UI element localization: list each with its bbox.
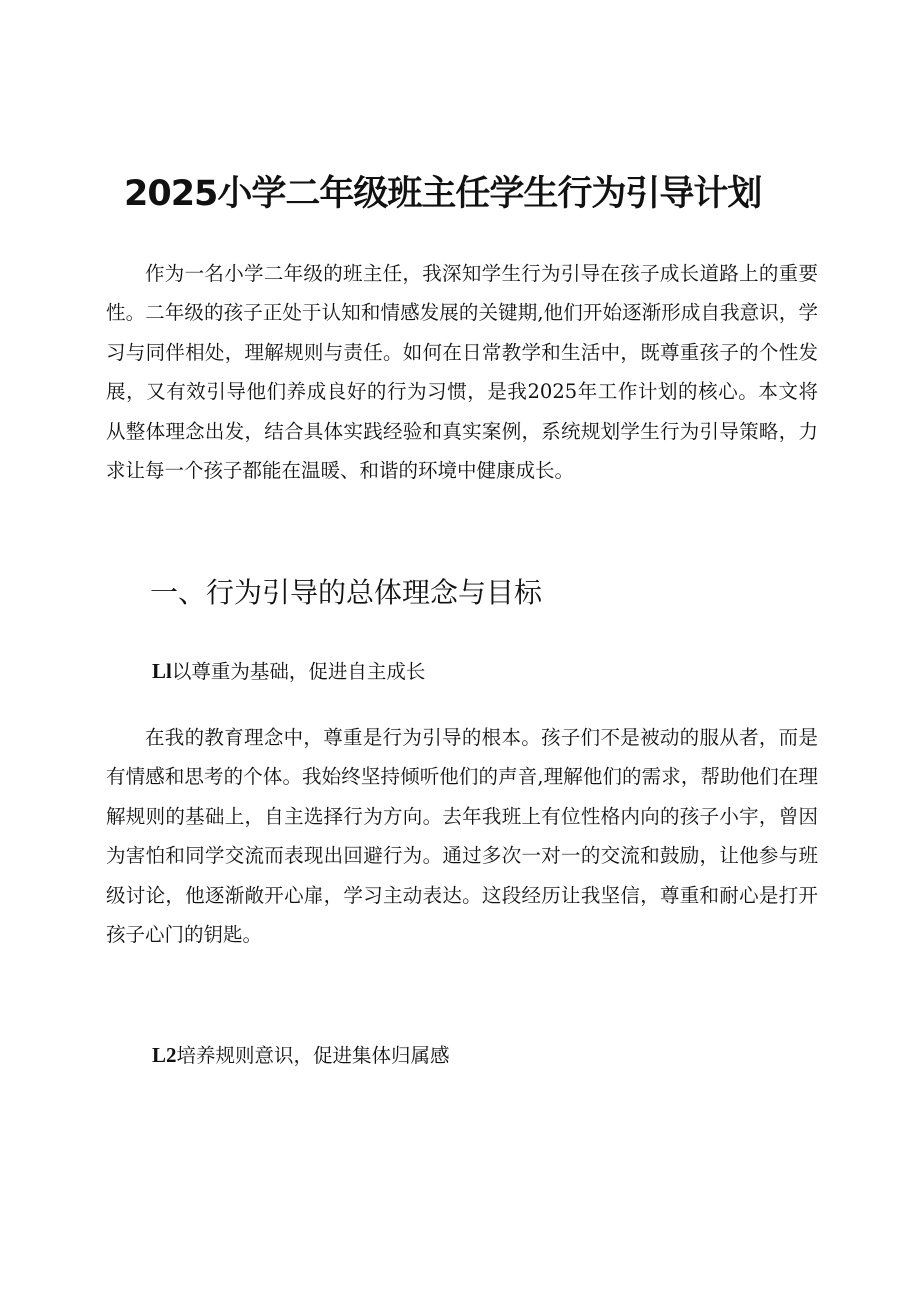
subsection-1-2-number: L2 xyxy=(152,1043,177,1067)
intro-paragraph: 作为一名小学二年级的班主任，我深知学生行为引导在孩子成长道路上的重要性。二年级的孩子正处于认知和情感发展的关键期,他们开始逐渐形成自我意识，学习与同伴相处，理解规则与责任。如何在日常教学和生活中，既尊重孩子的个性发展，又有效引导他们养成良好的行为习惯，是我2025年工作计划的核心。本文将从整体理念出发，结合具体实践经验和真实案例，系统规划学生行为引导策略，力求让每一个孩子都能在温暖、和谐的环境中健康成长。 xyxy=(106,262,818,483)
document-title: 2025小学二年级班主任学生行为引导计划 xyxy=(124,174,762,214)
subsection-1-2-heading xyxy=(152,1040,450,1071)
section-1-heading: 一、行为引导的总体理念与目标 xyxy=(150,576,543,609)
subsection-1-1-number: Ll xyxy=(152,659,172,683)
subsection-1-1-title: 以尊重为基础，促进自主成长 xyxy=(171,660,426,683)
subsection-1-1-paragraph: 在我的教育理念中，尊重是行为引导的根本。孩子们不是被动的服从者，而是有情感和思考的个体。我始终坚持倾听他们的声音,理解他们的需求，帮助他们在理解规则的基础上，自主选择行为方向。去年我班上有位性格内向的孩子小宇，曾因为害怕和同学交流而表现出回避行为。通过多次一对一的交流和鼓励，让他参与班级讨论，他逐渐敞开心扉，学习主动表达。这段经历让我坚信，尊重和耐心是打开孩子心门的钥匙。 xyxy=(106,726,818,947)
subsection-1-1-heading xyxy=(152,656,425,687)
subsection-1-2-title: 培养规则意识，促进集体归属感 xyxy=(176,1044,450,1067)
